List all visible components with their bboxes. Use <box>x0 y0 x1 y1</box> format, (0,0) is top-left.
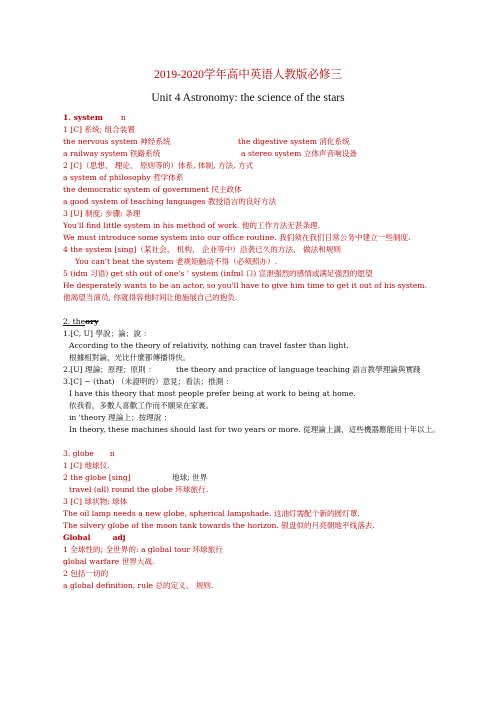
section1-line: 4 the system [sing]（某社会、 机构、 企业等中）沿袭已久的方法、 做法和规则 <box>63 245 342 254</box>
section2-heading-prefix: 2. the <box>63 317 86 326</box>
section3-line: 1 全球性的; 全世界的: a global tour 环球旅行 <box>63 545 223 554</box>
section1-line: the digestive system 消化系统 <box>238 137 350 146</box>
section3-line: The oil lamp needs a new globe, spherical lampshade. 这油灯需配个新的圆灯罩. <box>63 509 360 518</box>
section1-line: You'll find little system in his method of work. 他的工作方法无甚条理. <box>63 221 321 230</box>
section3-line: global warfare 世界大战. <box>63 557 155 566</box>
section3-line: 2 包括一切的 <box>63 569 109 578</box>
section2-line: According to the theory of relativity, nothing can travel faster than light. <box>69 341 349 350</box>
section1-line: the democratic system of government 民主政体 <box>63 185 242 194</box>
section1-line: a stereo system 立体声音响设备 <box>241 149 357 158</box>
section3-heading <box>63 449 115 459</box>
section1-line: the nervous system 神经系统 <box>63 137 171 146</box>
section1-line: 1 [C] 系统; 组合装置 <box>63 125 135 134</box>
section1-line: a good system of teaching languages 教授语言的良好方法 <box>63 197 277 206</box>
document-subtitle: Unit 4 Astronomy: the science of the stars <box>151 92 345 104</box>
section3-subheading-pos: adj <box>112 533 126 542</box>
section2-heading-suffix: ory <box>85 317 99 326</box>
section1-line: We must introduce some system into our office routine. 我们须在我们日常公务中建立一些制度. <box>63 233 411 242</box>
section3-heading-pos: n <box>109 449 115 458</box>
section1-heading-word: 1. system <box>63 113 103 122</box>
section2-line: 依我看，多數人喜歡工作而不願呆在家裏。 <box>69 401 214 410</box>
section1-line: You can't beat the system 老规矩触动不得（必须照办）. <box>75 257 278 266</box>
document-title: 2019-2020学年高中英语人教版必修三 <box>154 69 342 81</box>
section3-subheading-word: Global <box>63 533 91 542</box>
section2-line: 3.[C] ~ (that) （未證明的）意見；看法；推測 ： <box>63 377 234 386</box>
section1-line: He desperately wants to be an actor, so you'll have to give him time to get it out of his system. <box>63 281 427 290</box>
section1-line: a system of philosophy 哲学体系 <box>63 173 184 182</box>
section1-line: 5 (idm 习语) get sth out of one's ' system (infml 口) 宣泄强烈的感情或满足强烈的愿望 <box>63 269 373 278</box>
section2-line: 1.[C, U] 學說；論；說 ： <box>63 329 151 338</box>
section3-line: The silvery globe of the moon tank towards the horizon. 银盘似的月亮朝地平线落去. <box>63 521 375 530</box>
section3-line: 2 the globe [sing] <box>63 473 131 482</box>
section3-line: travel (all) round the globe 环球旅行. <box>69 485 209 494</box>
section1-line: 2 [C]（思想、 理论、 原则等的）体系, 体制, 方法, 方式 <box>63 161 254 170</box>
section2-line: I have this theory that most people prefer being at work to being at home. <box>69 389 356 398</box>
section1-heading <box>63 113 126 123</box>
section2-heading <box>63 317 99 327</box>
section2-line: 根據相對論，光比什麼都傳播得快。 <box>69 353 191 362</box>
section3-line: 3 [C] 球状物; 球体 <box>63 497 128 506</box>
section2-line: 2.[U] 理論；原理；原則 ： <box>63 365 156 374</box>
section1-line: a railway system 铁路系统 <box>63 149 161 158</box>
section1-line: 他渴望当演员, 你就得容他时间让他施展自己的抱负. <box>63 293 238 302</box>
section3-line: a global definition, rule 总的定义、 规则. <box>63 581 214 590</box>
section1-heading-pos: n <box>120 113 126 122</box>
section3-heading-word: 3. globe <box>63 449 94 458</box>
section2-line: In theory, these machines should last for two years or more. 從理論上講，這些機器應能用十年以上。 <box>69 425 440 434</box>
section2-line: in 'theory 理論上；按理說 ： <box>69 413 172 422</box>
section3-line: 地球; 世界 <box>172 473 208 482</box>
section3-subheading <box>63 533 126 543</box>
section2-line: the theory and practice of language teaching 語言教學理論與實踐 <box>176 365 421 374</box>
section1-line: 3 [U] 制度; 步骤; 条理 <box>63 209 141 218</box>
section3-line: 1 [C] 地球仪. <box>63 461 110 470</box>
